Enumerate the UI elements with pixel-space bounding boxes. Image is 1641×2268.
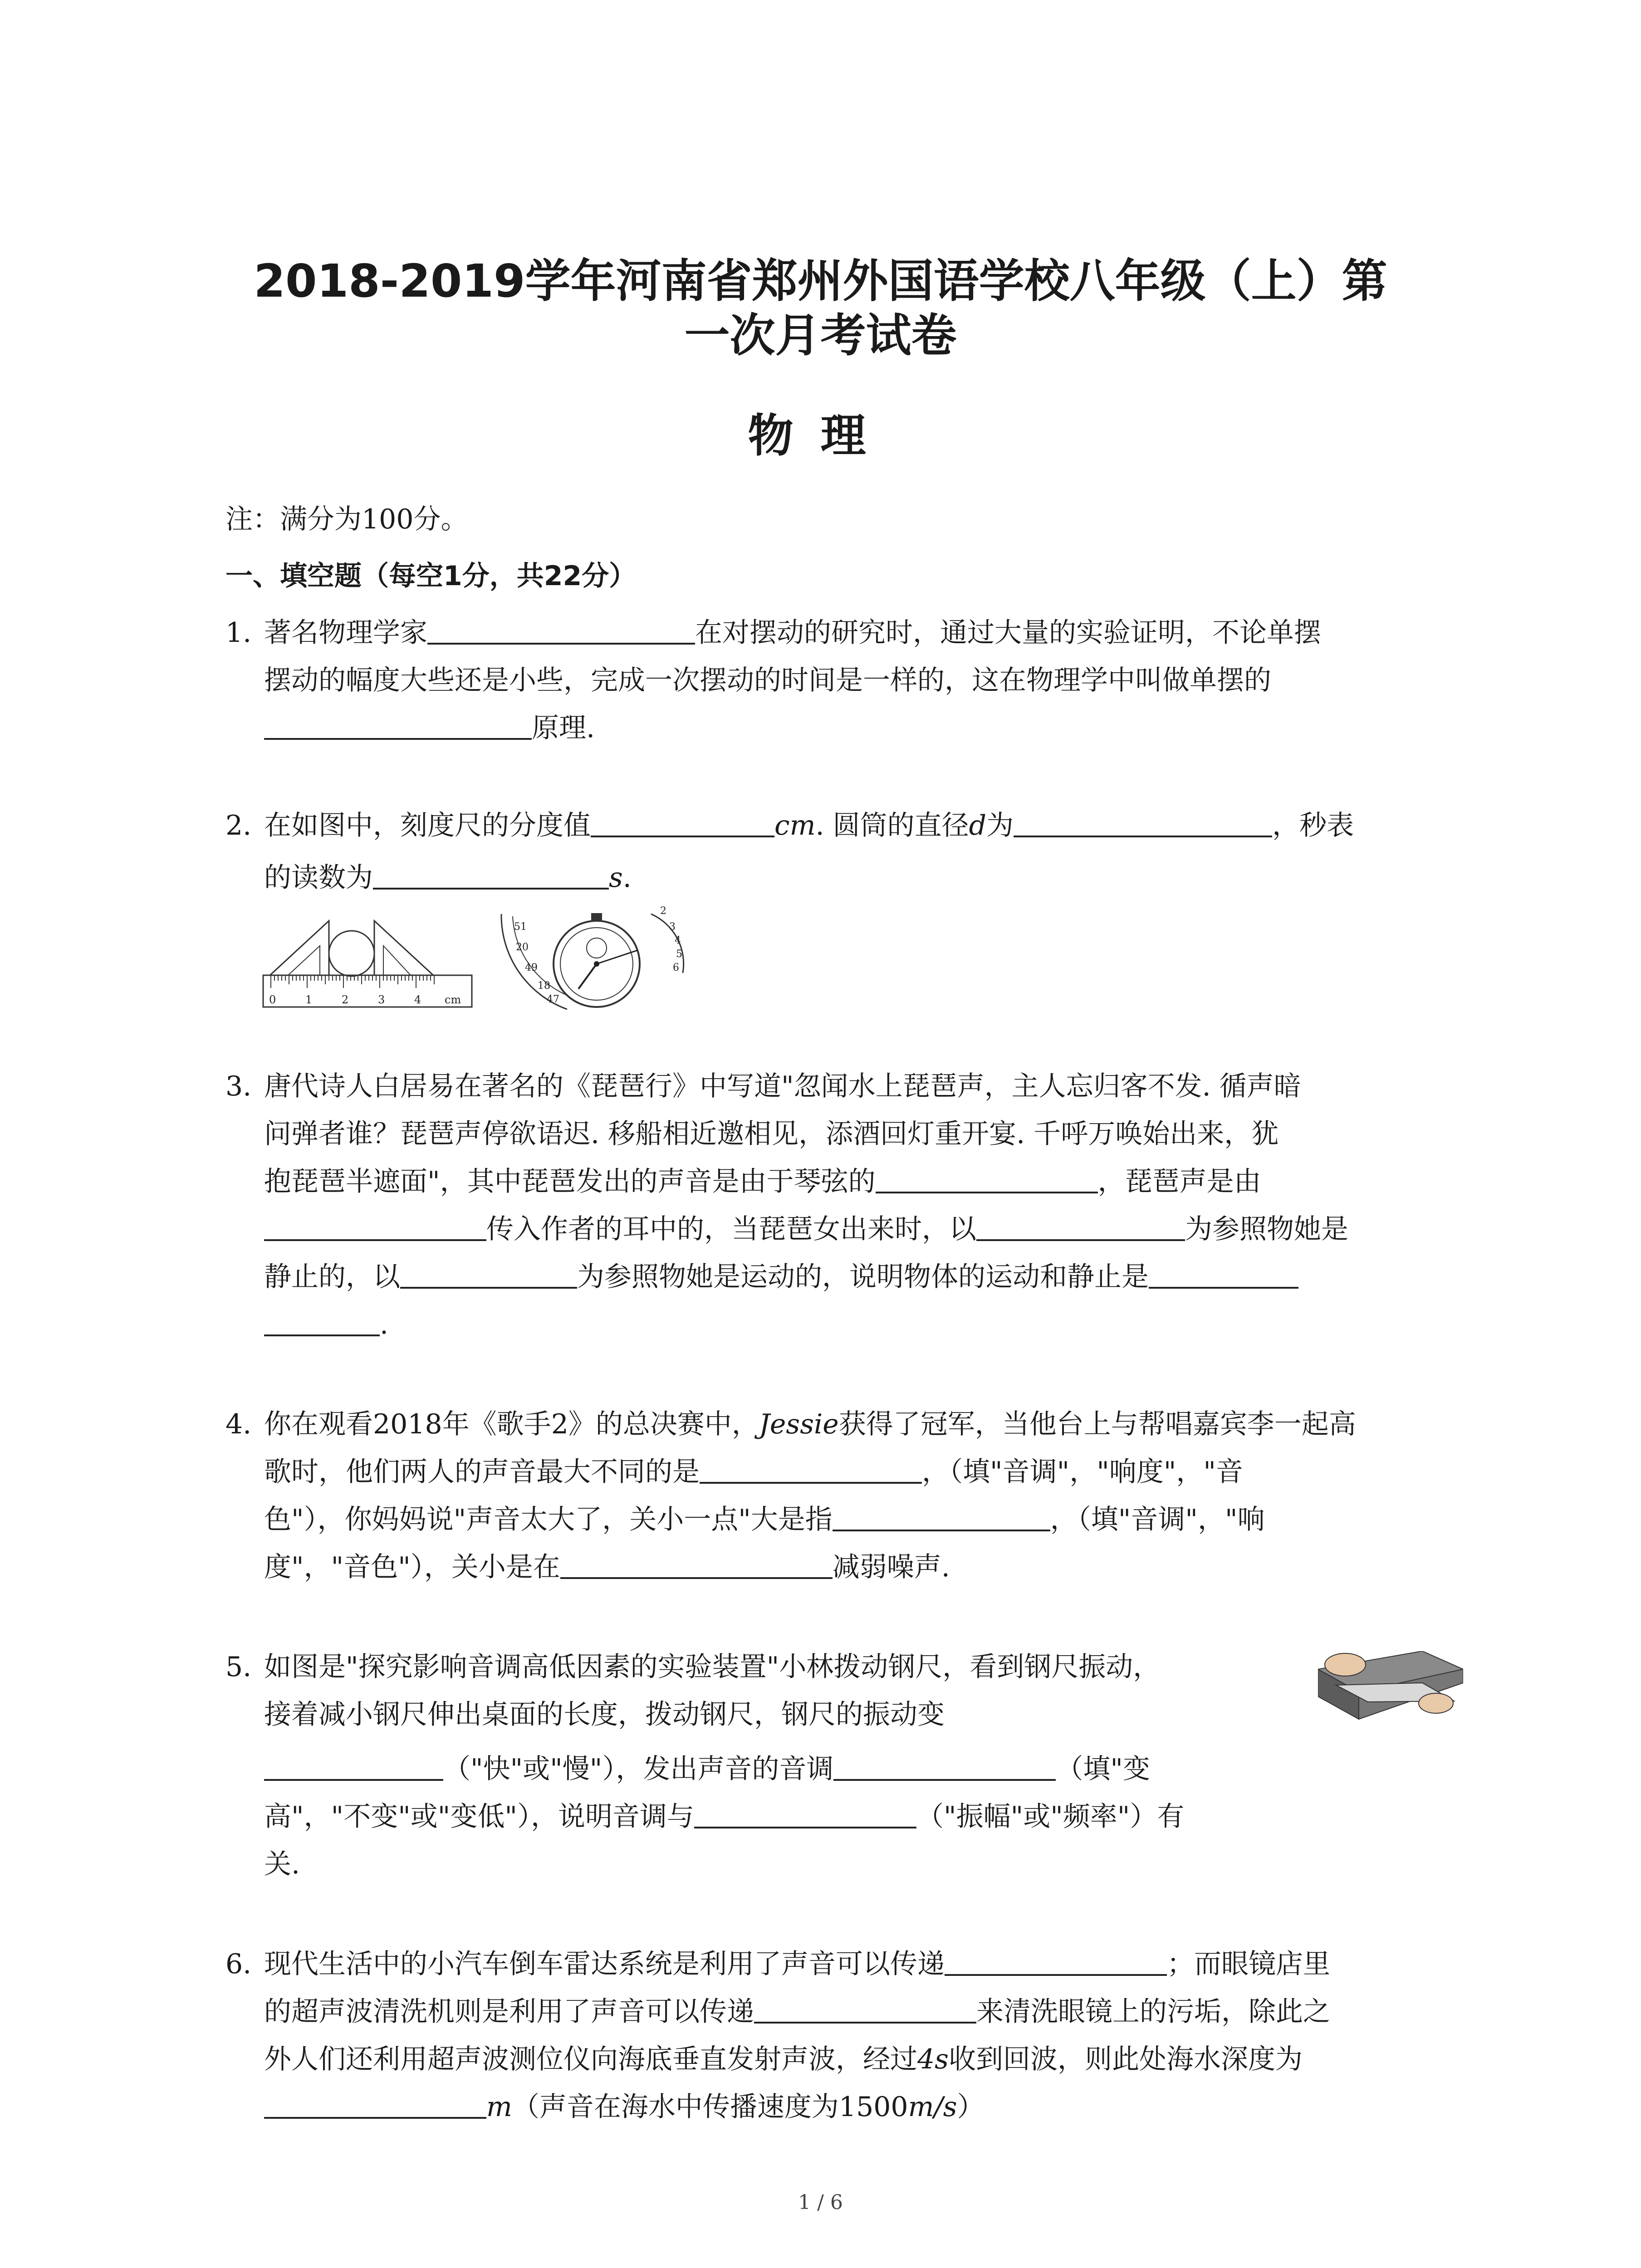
unit-text: s [609, 862, 623, 894]
question-text: 为参照物她是运动的，说明物体的运动和静止是 [577, 1261, 1149, 1293]
section-heading: 一、填空题（每空1分，共22分） [225, 560, 637, 592]
question-text: （声音在海水中传播速度为1500 [512, 2091, 908, 2123]
answer-blank[interactable] [945, 1947, 1167, 1976]
question-text: 来清洗眼镜上的污垢，除此之 [976, 1996, 1330, 2028]
ruler-label: cm [445, 993, 461, 1006]
ruler-label: 0 [269, 993, 276, 1006]
question-text: 接着减小钢尺伸出桌面的长度，拨动钢尺，钢尺的振动变 [264, 1699, 945, 1730]
ruler-label: 3 [378, 993, 385, 1006]
question-text: . [380, 1309, 389, 1340]
question-text: 高"，"不变"或"变低"），说明音调与 [264, 1801, 694, 1833]
ruler-figure [261, 903, 479, 1016]
watch-label: 20 [516, 942, 529, 953]
subject-heading: 物理 [748, 409, 893, 462]
answer-blank[interactable] [876, 1164, 1098, 1193]
answer-blank[interactable] [264, 1307, 380, 1336]
question-text: ；而眼镜店里 [1167, 1948, 1330, 1980]
value-text: 4s [917, 2043, 949, 2075]
question-text: 减弱噪声. [832, 1551, 950, 1583]
question-text: 著名物理学家 [264, 617, 427, 649]
question-text: 的超声波清洗机则是利用了声音可以传递 [264, 1996, 754, 2028]
answer-blank[interactable] [754, 1994, 976, 2024]
question-text: 度"，"音色"），关小是在 [264, 1551, 560, 1583]
question-text: 你在观看2018年《歌手2》的总决赛中， [264, 1408, 759, 1440]
question-text: 摆动的幅度大些还是小些，完成一次摆动的时间是一样的，这在物理学中叫做单摆的 [264, 665, 1271, 696]
question-text: 外人们还利用超声波测位仪向海底垂直发射声波，经过 [264, 2043, 917, 2075]
question-number: 6. [225, 1948, 252, 1980]
question-text: 问弹者谁？琵琶声停欲语迟. 移船相近邀相见，添酒回灯重开宴. 千呼万唤始出来，犹 [264, 1118, 1279, 1150]
watch-label: 6 [673, 962, 679, 973]
answer-blank[interactable] [833, 1502, 1050, 1531]
question-text: ，（填"音调"，"响度"，"音 [922, 1456, 1243, 1488]
answer-blank[interactable] [264, 1752, 443, 1781]
question-number: 2. [225, 810, 252, 841]
question-text: ） [957, 2091, 985, 2123]
question-text: ，（填"音调"，"响 [1050, 1504, 1265, 1535]
answer-blank[interactable] [694, 1799, 916, 1828]
question-text: 在对摆动的研究时，通过大量的实验证明，不论单摆 [695, 617, 1321, 649]
question-number: 5. [225, 1651, 252, 1683]
watch-label: 47 [547, 994, 559, 1005]
unit-text: m/s [908, 2091, 957, 2123]
question-text: ，秒表 [1272, 810, 1354, 841]
answer-blank[interactable] [976, 1212, 1185, 1241]
steel-ruler-figure [1318, 1651, 1463, 1728]
question-text: . [622, 862, 632, 894]
watch-label: 18 [538, 980, 550, 992]
ruler-label: 4 [414, 993, 421, 1006]
question-text: 的读数为 [264, 862, 373, 894]
answer-blank[interactable] [264, 1212, 486, 1241]
question-number: 3. [225, 1070, 252, 1102]
answer-blank[interactable] [264, 2090, 486, 2119]
answer-blank[interactable] [427, 616, 695, 645]
score-note: 注：满分为100分。 [225, 503, 468, 535]
question-text: 现代生活中的小汽车倒车雷达系统是利用了声音可以传递 [264, 1948, 945, 1980]
question-number: 1. [225, 617, 252, 649]
answer-blank[interactable] [700, 1455, 922, 1484]
question-text: 关. [264, 1848, 300, 1880]
answer-blank[interactable] [264, 711, 532, 740]
question-text: . 圆筒的直径 [815, 810, 969, 841]
ruler-label: 2 [342, 993, 349, 1006]
answer-blank[interactable] [1014, 808, 1272, 837]
answer-blank[interactable] [591, 808, 774, 837]
watch-label: 2 [660, 905, 666, 917]
watch-label: 51 [514, 921, 527, 933]
question-number: 4. [225, 1408, 252, 1440]
question-text: （"快"或"慢"），发出声音的音调 [443, 1753, 834, 1785]
question-text: ，琵琶声是由 [1097, 1166, 1261, 1198]
question-text: 如图是"探究影响音调高低因素的实验装置"小林拨动钢尺，看到钢尺振动， [264, 1651, 1161, 1683]
exam-title-line2: 一次月考试卷 [684, 309, 957, 362]
question-text: 色"），你妈妈说"声音太大了，关小一点"大是指 [264, 1504, 833, 1535]
page-number: 1 / 6 [798, 2191, 843, 2214]
question-text: 收到回波，则此处海水深度为 [948, 2043, 1303, 2075]
answer-blank[interactable] [400, 1260, 577, 1289]
watch-label: 3 [669, 921, 676, 933]
question-text: 获得了冠军，当他台上与帮唱嘉宾李一起高 [838, 1408, 1356, 1440]
question-text: （"振幅"或"频率"）有 [916, 1801, 1185, 1833]
watch-label: 5 [676, 948, 682, 960]
question-text: 静止的，以 [264, 1261, 400, 1293]
exam-title-line1: 2018-2019学年河南省郑州外国语学校八年级（上）第 [254, 254, 1387, 308]
question-text: 传入作者的耳中的，当琵琶女出来时，以 [486, 1213, 976, 1245]
answer-blank[interactable] [373, 860, 609, 890]
watch-label: 4 [675, 935, 681, 946]
question-text: 歌时，他们两人的声音最大不同的是 [264, 1456, 700, 1488]
answer-blank[interactable] [833, 1752, 1056, 1781]
question-text: （填"变 [1056, 1753, 1150, 1785]
answer-blank[interactable] [1149, 1260, 1298, 1289]
variable-text: d [969, 810, 987, 841]
ruler-label: 1 [305, 993, 313, 1006]
watch-label: 49 [525, 962, 538, 973]
question-text: 原理. [532, 712, 595, 744]
question-text: 为参照物她是 [1185, 1213, 1348, 1245]
unit-text: cm [774, 810, 816, 841]
question-text: 抱琵琶半遮面"，其中琵琶发出的声音是由于琴弦的 [264, 1166, 876, 1198]
question-text: 为 [986, 810, 1014, 841]
unit-text: m [486, 2091, 512, 2123]
name-text: Jessie [759, 1408, 839, 1440]
question-text: 唐代诗人白居易在著名的《琵琶行》中写道"忽闻水上琵琶声，主人忘归客不发. 循声暗 [264, 1070, 1301, 1102]
question-text: 在如图中，刻度尺的分度值 [264, 810, 591, 841]
answer-blank[interactable] [560, 1550, 833, 1579]
stopwatch-figure [488, 896, 705, 1018]
